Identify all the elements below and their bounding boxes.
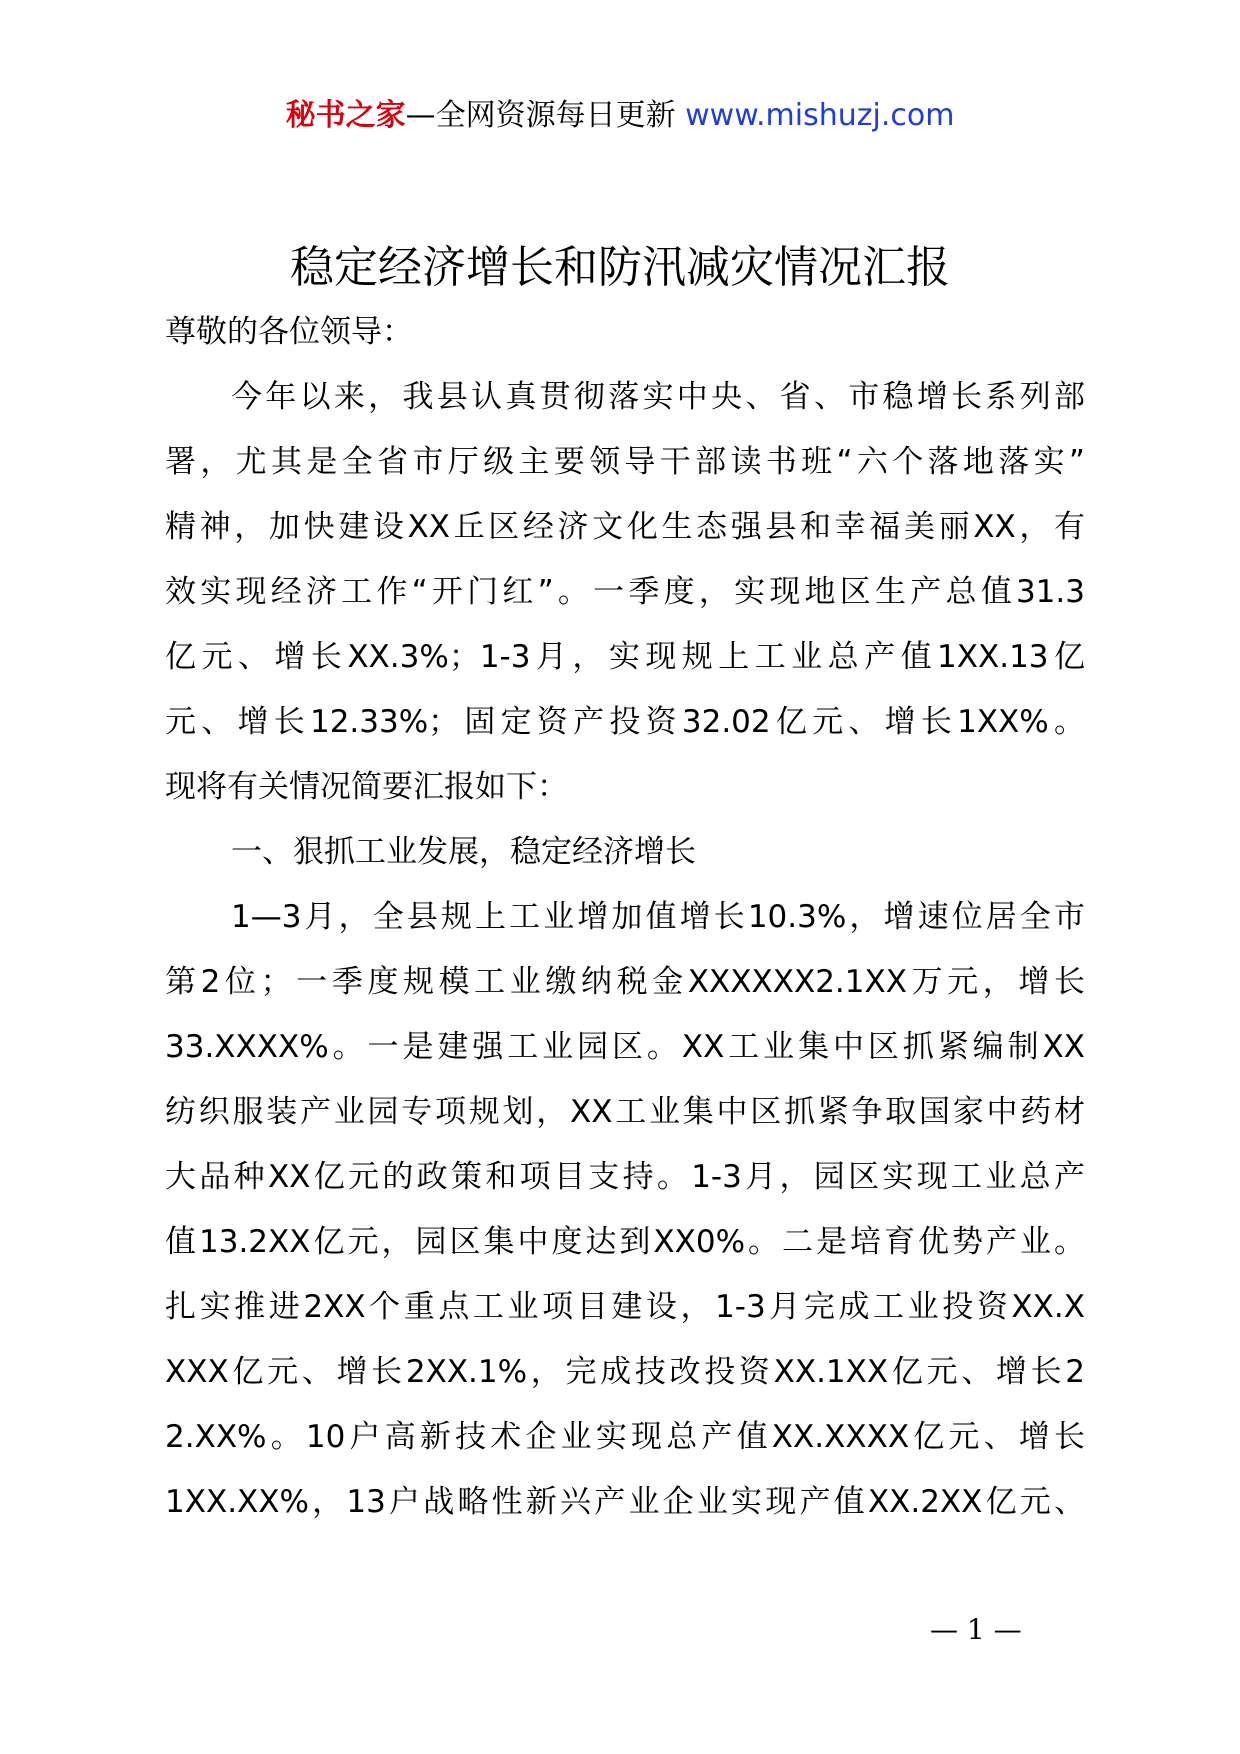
paragraph-line: 1—3月，全县规上工业增加值增长10.3%，增速位居全市	[231, 899, 1085, 935]
paragraph-line: 今年以来，我县认真贯彻落实中央、省、市稳增长系列部	[231, 379, 1085, 415]
paragraph-line: 大品种XX亿元的政策和项目支持。1-3月，园区实现工业总产	[165, 1159, 1085, 1195]
site-url-link[interactable]: www.mishuzj.com	[685, 98, 955, 133]
page-number: — 1 —	[930, 1613, 1022, 1646]
site-tagline: —全网资源每日更新	[405, 98, 676, 133]
document-title: 稳定经济增长和防汛减灾情况汇报	[290, 242, 950, 293]
paragraph-line: 现将有关情况简要汇报如下：	[165, 769, 568, 805]
paragraph-line: 署，尤其是全省市厅级主要领导干部读书班“六个落地落实”	[165, 444, 1085, 480]
paragraph-intro	[165, 365, 1085, 820]
paragraph-line: 1XX.XX%，13户战略性新兴产业企业实现产值XX.2XX亿元、	[165, 1484, 1085, 1520]
site-brand: 秘书之家	[285, 98, 406, 133]
paragraph-line: 扎实推进2XX个重点工业项目建设，1-3月完成工业投资XX.X	[165, 1289, 1085, 1325]
paragraph-line: 亿元、增长XX.3%；1-3月，实现规上工业总产值1XX.13亿	[165, 639, 1085, 675]
section-heading-1: 一、狠抓工业发展，稳定经济增长	[231, 834, 696, 870]
paragraph-line: 2.XX%。10户高新技术企业实现总产值XX.XXXX亿元、增长	[165, 1419, 1085, 1455]
salutation: 尊敬的各位领导：	[165, 314, 413, 350]
paragraph-line: 第2位；一季度规模工业缴纳税金XXXXXX2.1XX万元，增长	[165, 964, 1085, 1000]
paragraph-industry	[165, 885, 1085, 1535]
paragraph-line: 元、增长12.33%；固定资产投资32.02亿元、增长1XX%。	[165, 704, 1085, 740]
paragraph-line: 效实现经济工作“开门红”。一季度，实现地区生产总值31.3	[165, 574, 1085, 610]
paragraph-line: 33.XXXX%。一是建强工业园区。XX工业集中区抓紧编制XX	[165, 1029, 1085, 1065]
paragraph-line: 值13.2XX亿元，园区集中度达到XX0%。二是培育优势产业。	[165, 1224, 1085, 1260]
paragraph-line: 纺织服装产业园专项规划，XX工业集中区抓紧争取国家中药材	[165, 1094, 1085, 1130]
paragraph-line: XXX亿元、增长2XX.1%，完成技改投资XX.1XX亿元、增长2	[165, 1354, 1085, 1390]
paragraph-line: 精神，加快建设XX丘区经济文化生态强县和幸福美丽XX，有	[165, 509, 1085, 545]
document-body	[165, 300, 1085, 1535]
site-header	[0, 96, 1240, 136]
